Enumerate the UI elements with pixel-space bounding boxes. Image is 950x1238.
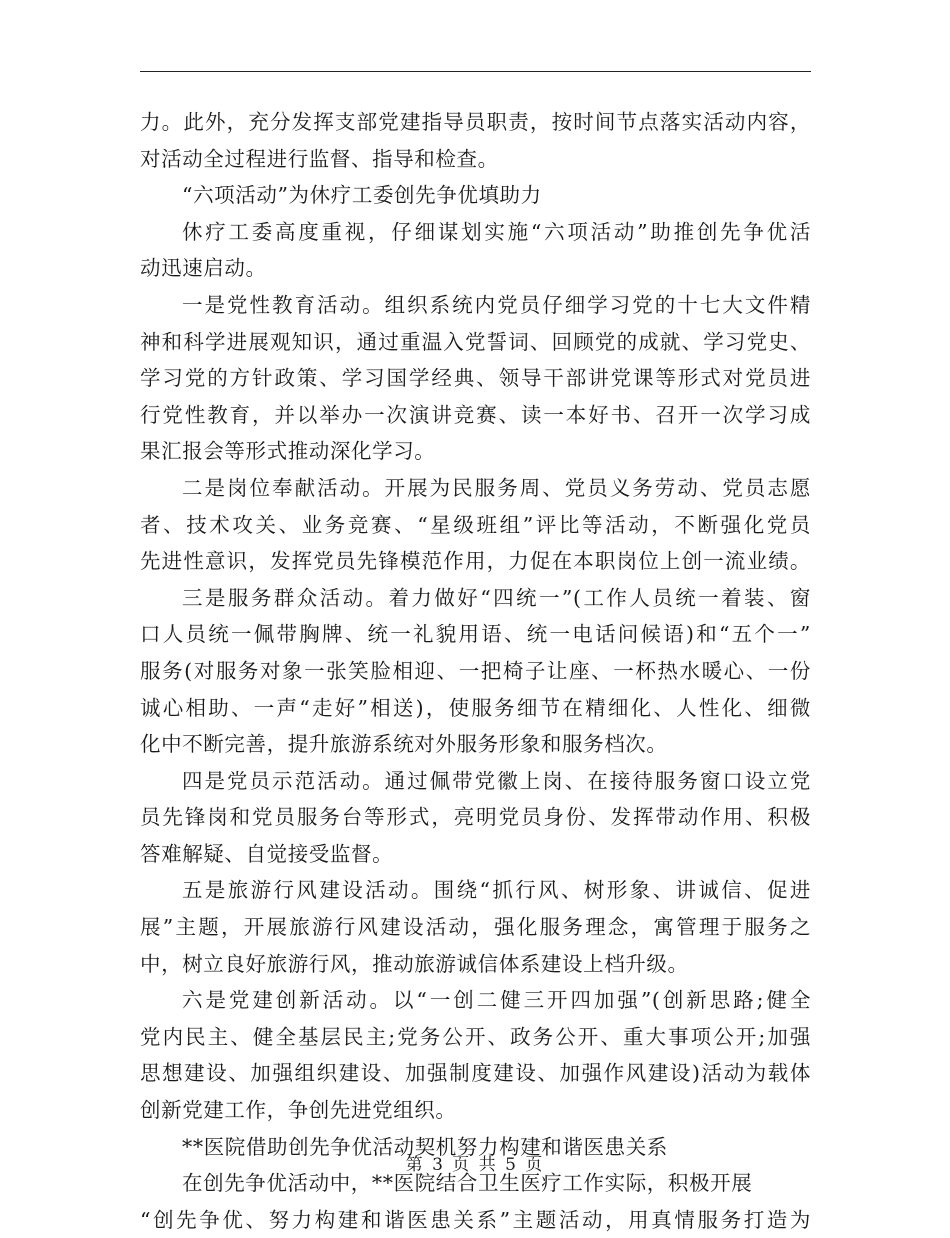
- text-line: 四是党员示范活动。通过佩带党徽上岗、在接待服务窗口设立党: [182, 768, 811, 793]
- text-line: 动迅速启动。: [140, 256, 267, 281]
- text-line: “创先争优、努力构建和谐医患关系”主题活动，用真情服务打造为: [140, 1207, 811, 1232]
- document-body: [140, 104, 811, 1238]
- text-line: 者、技术攻关、业务竞赛、“星级班组”评比等活动，不断强化党员: [140, 512, 811, 537]
- text-line: 在创先争优活动中，**医院结合卫生医疗工作实际，积极开展: [182, 1171, 753, 1196]
- text-line: 五是旅游行风建设活动。围绕“抓行风、树形象、讲诚信、促进: [182, 878, 811, 903]
- text-line: 二是岗位奉献活动。开展为民服务周、党员义务劳动、党员志愿: [182, 475, 811, 500]
- text-line: 先进性意识，发挥党员先锋模范作用，力促在本职岗位上创一流业绩。: [140, 549, 811, 574]
- text-line: 三是服务群众活动。着力做好“四统一”(工作人员统一着装、窗: [182, 585, 811, 610]
- text-line: 对活动全过程进行监督、指导和检查。: [140, 146, 499, 171]
- text-line: 思想建设、加强组织建设、加强制度建设、加强作风建设)活动为载体: [140, 1061, 811, 1086]
- text-line: 六是党建创新活动。以“一创二健三开四加强”(创新思路;健全: [182, 988, 811, 1013]
- text-line: 化中不断完善，提升旅游系统对外服务形象和服务档次。: [140, 732, 668, 757]
- text-line: 学习党的方针政策、学习国学经典、领导干部讲党课等形式对党员进: [140, 366, 811, 391]
- text-line: **医院借助创先争优活动契机努力构建和谐医患关系: [182, 1134, 668, 1159]
- text-line: 行党性教育，并以举办一次演讲竞赛、读一本好书、召开一次学习成: [140, 402, 811, 427]
- text-line: 中，树立良好旅游行风，推动旅游诚信体系建设上档升级。: [140, 951, 689, 976]
- text-line: 答难解疑、自觉接受监督。: [140, 841, 394, 866]
- text-line: 口人员统一佩带胸牌、统一礼貌用语、统一电话问候语)和“五个一”: [140, 622, 811, 647]
- text-line: “六项活动”为休疗工委创先争优填助力: [182, 183, 542, 208]
- text-line: 诚心相助、一声“走好”相送)，使服务细节在精细化、人性化、细微: [140, 695, 811, 720]
- text-line: 创新党建工作，争创先进党组织。: [140, 1098, 457, 1123]
- text-line: 力。此外，充分发挥支部党建指导员职责，按时间节点落实活动内容，: [140, 110, 811, 134]
- text-line: 果汇报会等形式推动深化学习。: [140, 439, 436, 464]
- text-line: 员先锋岗和党员服务台等形式，亮明党员身份、发挥带动作用、积极: [140, 805, 811, 830]
- text-line: 党内民主、健全基层民主;党务公开、政务公开、重大事项公开;加强: [140, 1024, 811, 1049]
- page-footer: 第 3 页 共 5 页: [405, 1155, 545, 1175]
- text-line: 神和科学进展观知识，通过重温入党誓词、回顾党的成就、学习党史、: [140, 329, 811, 354]
- header-rule: [140, 71, 811, 72]
- text-line: 休疗工委高度重视，仔细谋划实施“六项活动”助推创先争优活: [182, 219, 811, 244]
- text-line: 一是党性教育活动。组织系统内党员仔细学习党的十七大文件精: [182, 292, 811, 317]
- text-line: 服务(对服务对象一张笑脸相迎、一把椅子让座、一杯热水暖心、一份: [140, 658, 811, 683]
- text-line: 展”主题，开展旅游行风建设活动，强化服务理念，寓管理于服务之: [140, 915, 811, 940]
